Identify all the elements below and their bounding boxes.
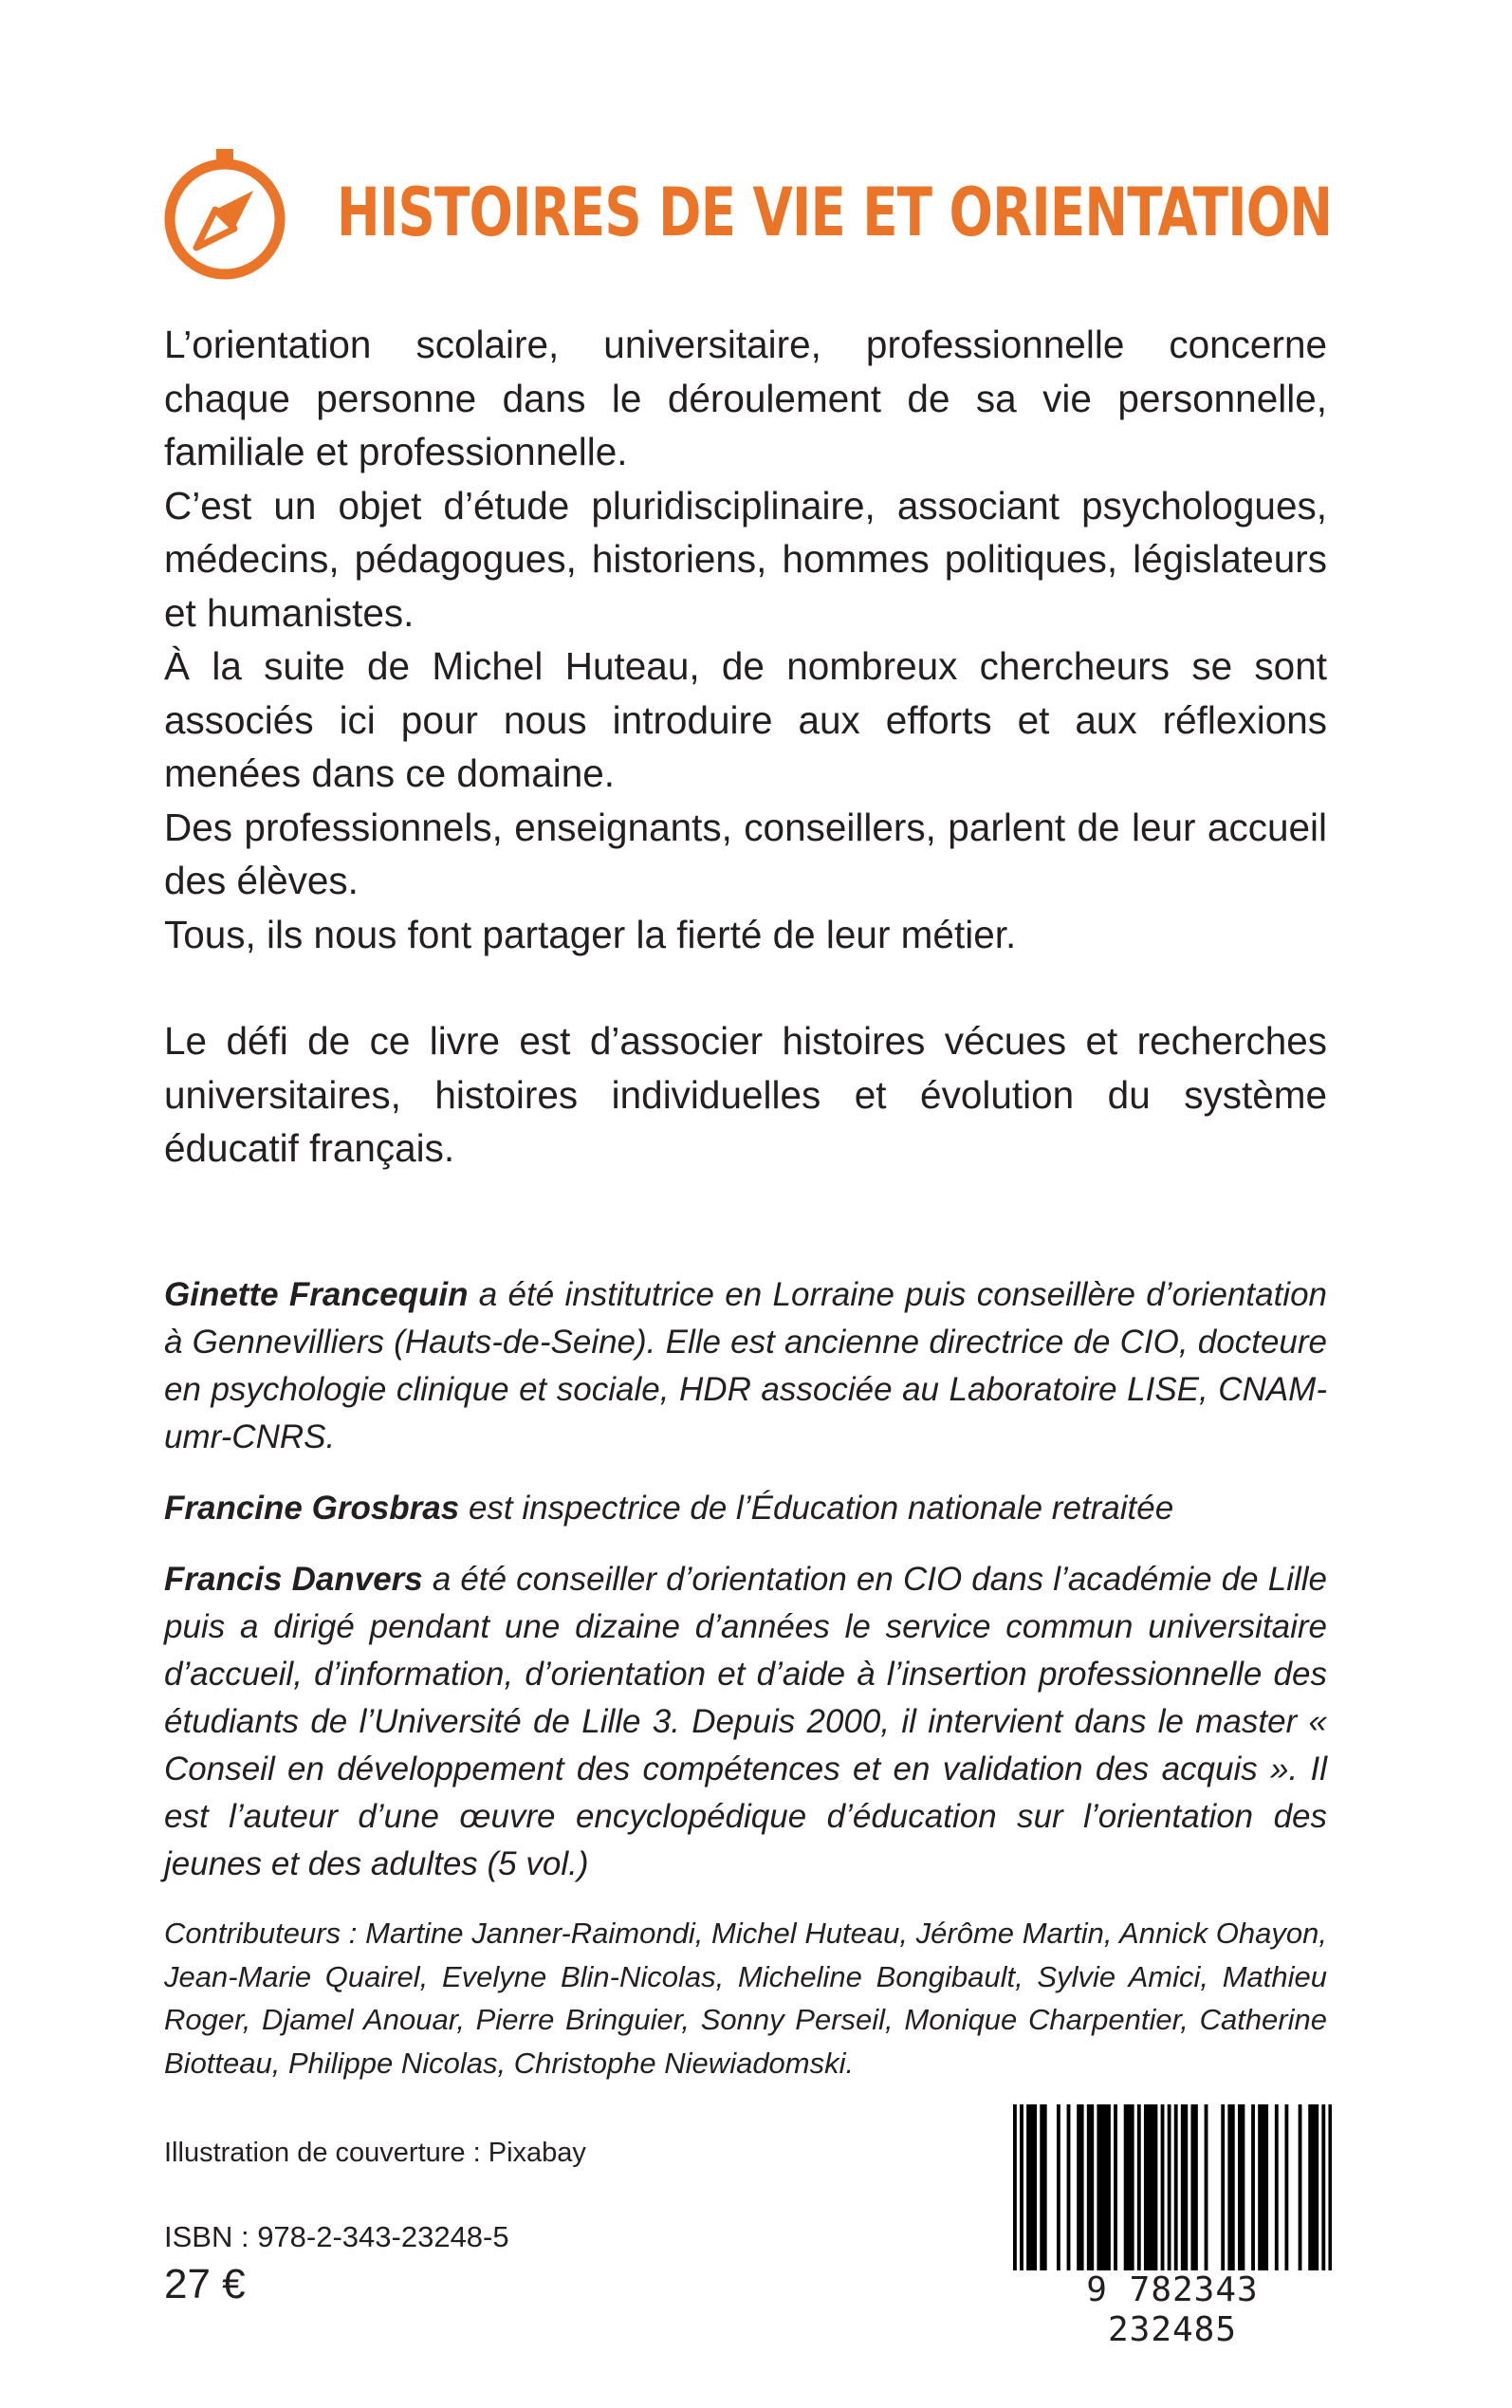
barcode-bar [1026, 2104, 1030, 2273]
barcode-bar [1184, 2104, 1188, 2273]
author-name: Ginette Francequin [164, 1276, 469, 1313]
barcode-bar [1107, 2104, 1111, 2273]
illustration-credit: Illustration de couverture : Pixabay [164, 2138, 586, 2168]
barcode-bar [1312, 2104, 1316, 2273]
barcode-bar [1090, 2104, 1094, 2273]
barcode-bar [1124, 2104, 1128, 2273]
barcode-bar [1190, 2104, 1194, 2273]
barcode-bar [1114, 2104, 1117, 2273]
author-bio [164, 1271, 1327, 1461]
barcode-bar [1205, 2104, 1208, 2273]
barcode-bar [1161, 2104, 1165, 2273]
barcode-bar [1127, 2104, 1131, 2273]
blurb-paragraph: C’est un objet d’étude pluridisciplinaire, associant psychologues, médecins, pédagogues, historiens, hommes politiques, législateurs et humanistes. [164, 483, 1327, 635]
barcode-bar [1030, 2104, 1034, 2273]
barcode-bar [1299, 2104, 1302, 2273]
barcode-bar [1308, 2104, 1312, 2273]
author-bio-text: est inspectrice de l’Éducation nationale retraitée [459, 1490, 1174, 1527]
barcode-bar [1242, 2104, 1245, 2273]
author-bio [164, 1556, 1327, 1888]
barcode-bar [1103, 2104, 1107, 2273]
series-title: HISTOIRES DE VIE ET ORIENTATION [337, 174, 1333, 251]
barcode-bar [1151, 2104, 1154, 2273]
barcode-bar [1275, 2104, 1279, 2273]
barcode-bar [1262, 2104, 1265, 2273]
author-bio-text: a été conseiller d’orientation en CIO dans l’académie de Lille puis a dirigé pendant une dizaine d’années le service commun universitaire d’accueil, d’information, d’orientation et d’aide à l’insertion professionnelle des étudiants de l’Université de Lille 3. Depuis 2000, il intervient dans le master « Conseil en développement des compétences et en validation des acquis ». Il est l’auteur d’une œuvre encyclopédique d’éducation sur l’orientation des jeunes et des adultes (5 vol.) [164, 1561, 1327, 1882]
compass-icon [157, 147, 294, 285]
blurb-paragraph: À la suite de Michel Huteau, de nombreux chercheurs se sont associés ici pour nous introduire aux efforts et aux réflexions menées dans ce domaine. [164, 644, 1327, 795]
barcode-bar [1080, 2104, 1084, 2273]
blurb-paragraph: Tous, ils nous font partager la fierté de leur métier. [164, 912, 1017, 956]
barcode-bar [1221, 2104, 1225, 2273]
barcode-bar [1087, 2104, 1091, 2273]
barcode-bar [1194, 2104, 1198, 2273]
isbn: ISBN : 978-2-343-23248-5 [164, 2220, 509, 2253]
paragraph-spacer [164, 961, 1327, 1014]
barcode-bar [1131, 2104, 1134, 2273]
author-bio [164, 1485, 1327, 1532]
barcode-digits: 9 782343 232485 [1013, 2270, 1332, 2350]
blurb-paragraph: L’orientation scolaire, universitaire, professionnelle concerne chaque personne dans le déroulement de sa vie personnelle, familiale et professionnelle. [164, 323, 1327, 473]
barcode-bar [1043, 2104, 1047, 2273]
barcode-bar [1227, 2104, 1231, 2273]
barcode-bar [1144, 2104, 1148, 2273]
barcode-bar [1040, 2104, 1043, 2273]
barcode-bar [1100, 2104, 1104, 2273]
author-name: Francine Grosbras [164, 1490, 460, 1527]
barcode-bar [1067, 2104, 1071, 2273]
blurb-paragraph: Le défi de ce livre est d’associer histoires vécues et recherches universitaires, histoires individuelles et évolution du système éducatif français. [164, 1019, 1327, 1170]
barcode-bar [1238, 2104, 1242, 2273]
barcode-bar [1181, 2104, 1185, 2273]
author-bio-text: a été institutrice en Lorraine puis conseillère d’orientation à Gennevilliers (Hauts-de-Seine). Elle est ancienne directrice de CIO, docteure en psychologie clinique et sociale, HDR associée au Laboratoire LISE, CNAM-umr-CNRS. [164, 1276, 1327, 1455]
series-header [157, 147, 1371, 285]
barcode-bar [1258, 2104, 1262, 2273]
author-name: Francis Danvers [164, 1561, 423, 1598]
barcode-bar [1251, 2104, 1255, 2273]
barcode-bar [1097, 2104, 1100, 2273]
barcode-bar [1147, 2104, 1151, 2273]
price: 27 € [164, 2261, 246, 2307]
contributors-list: Contributeurs : Martine Janner-Raimondi, Michel Huteau, Jérôme Martin, Annick Ohayon, Jean-Marie Quairel, Evelyne Blin-Nicolas, Micheline Bongibault, Sylvie Amici, Mathieu Roger, Djamel Anouar, Pierre Bringuier, Sonny Perseil, Monique Charpentier, Catherine Biotteau, Philippe Nicolas, Christophe Niewiadomski. [164, 1917, 1327, 2080]
back-cover-blurb [164, 318, 1327, 1176]
barcode-bar [1137, 2104, 1141, 2273]
barcode-bar [1315, 2104, 1318, 2273]
barcode-bar [1264, 2104, 1268, 2273]
barcode-bar [1057, 2104, 1060, 2273]
blurb-paragraph: Des professionnels, enseignants, conseillers, parlent de leur accueil des élèves. [164, 805, 1327, 902]
barcode-bar [1284, 2104, 1288, 2273]
barcode-bar [1077, 2104, 1080, 2273]
barcode-bar [1033, 2104, 1037, 2273]
barcode-bar [1231, 2104, 1235, 2273]
author-bios [164, 1271, 1327, 2108]
barcode-bar [1154, 2104, 1158, 2273]
